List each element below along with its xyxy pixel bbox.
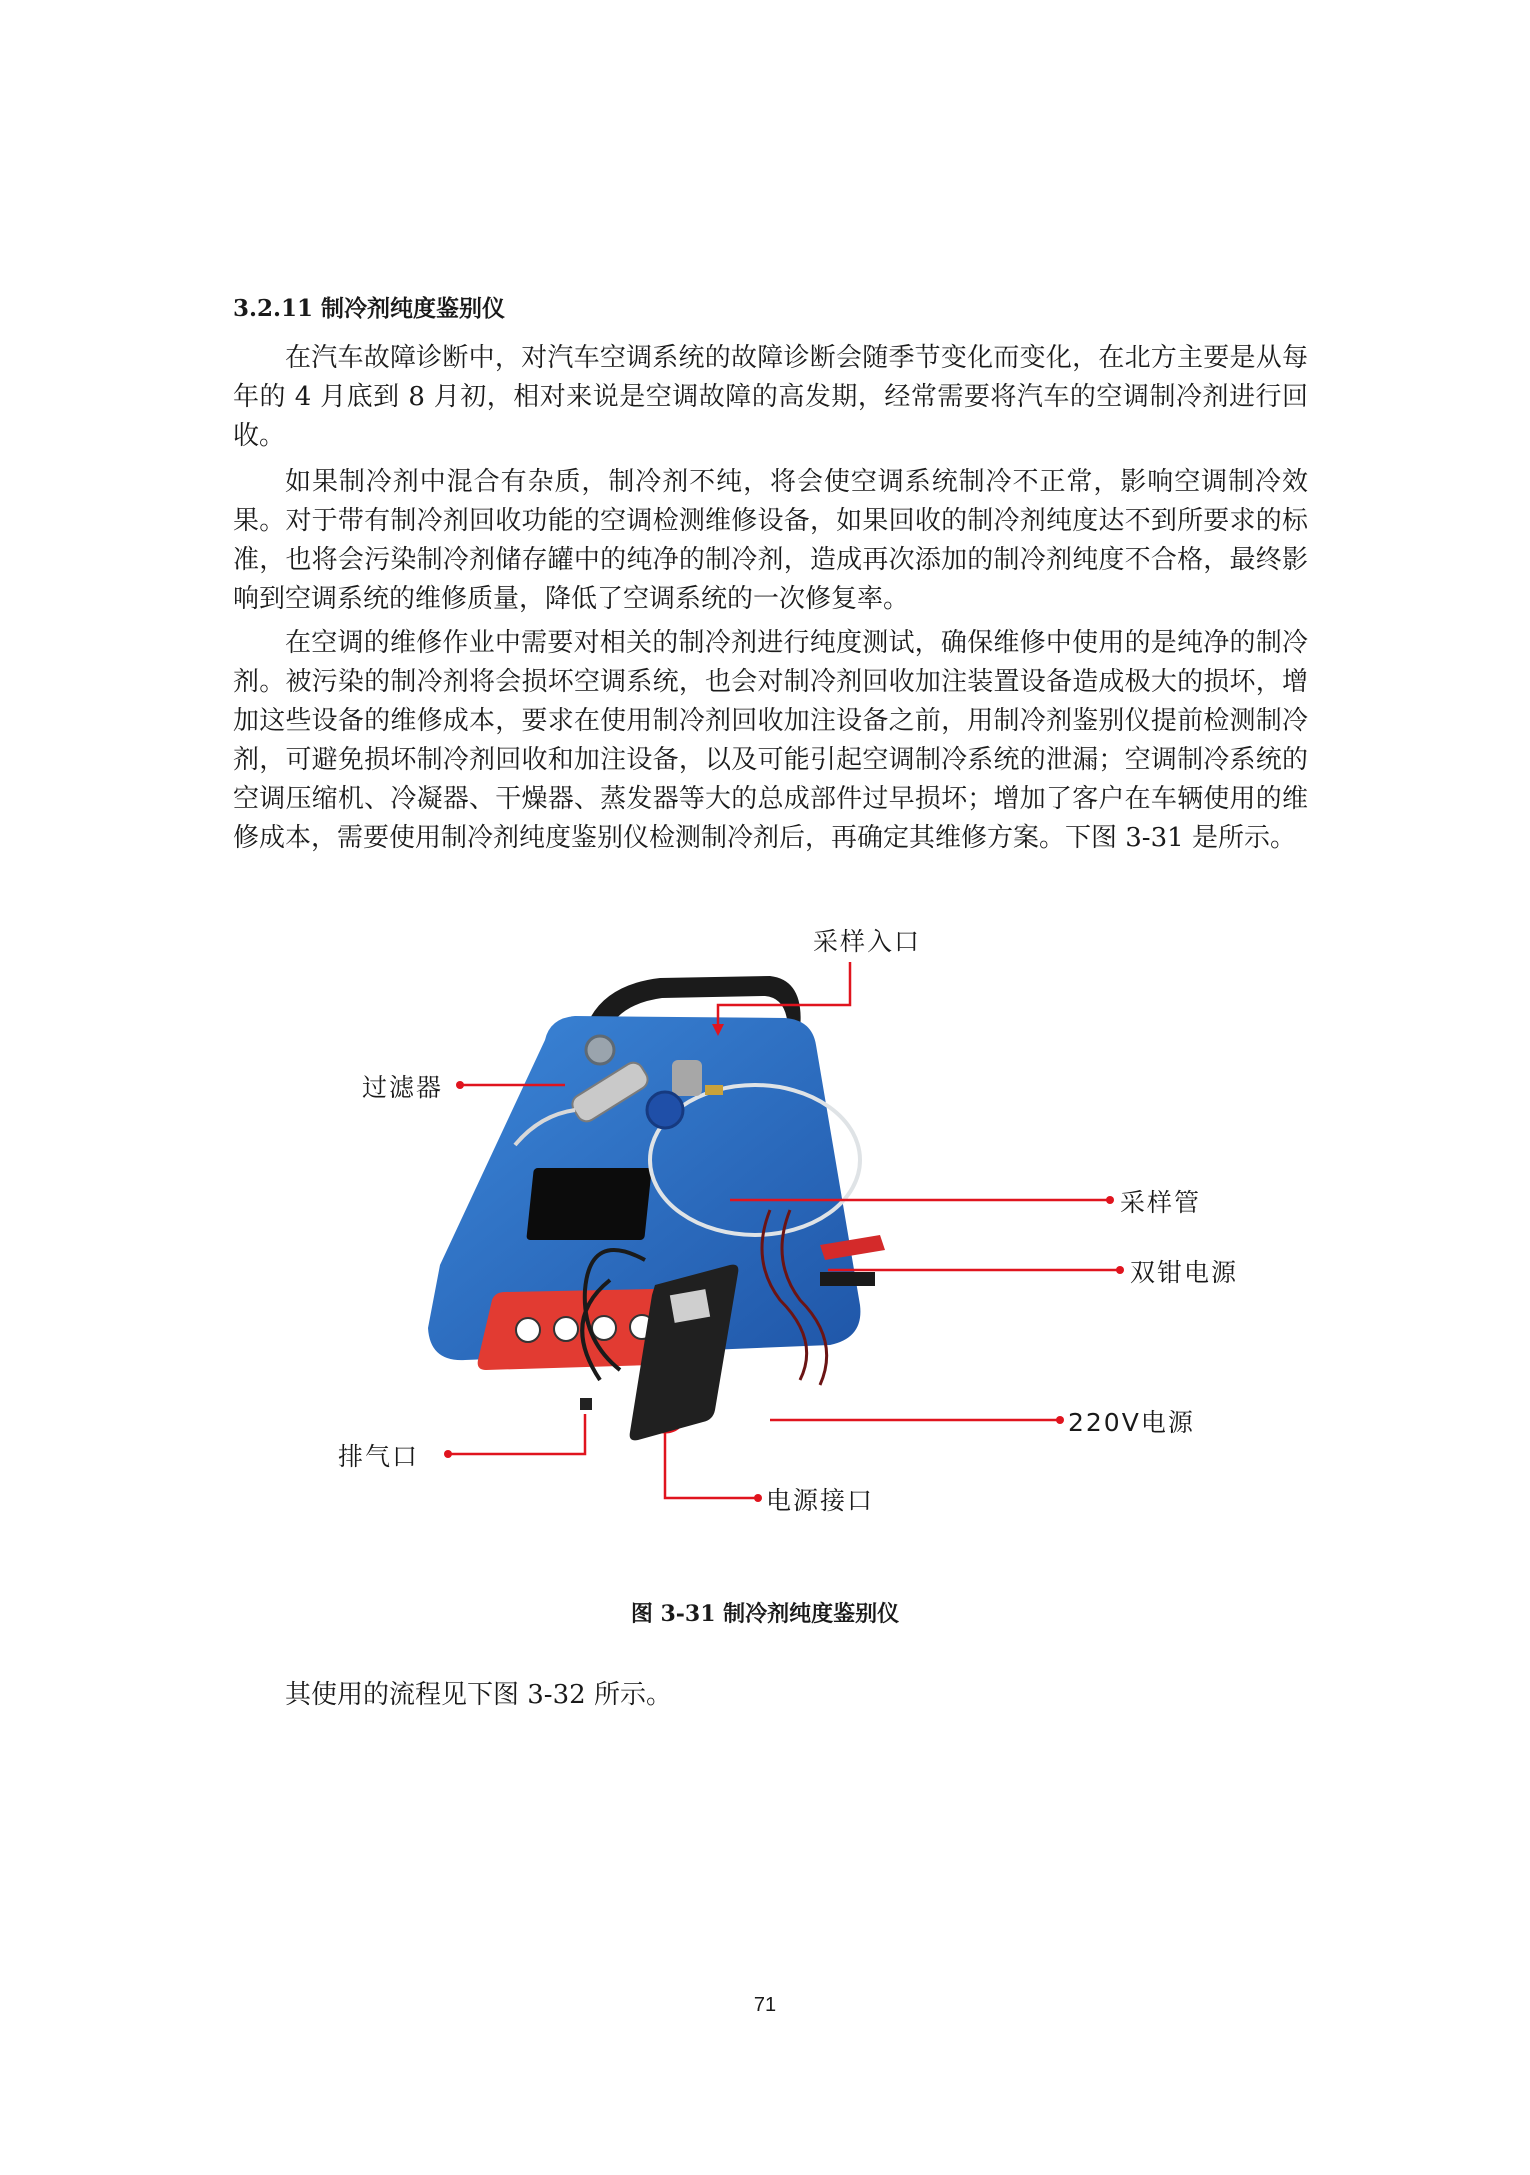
figure-caption: 图 3-31 制冷剂纯度鉴别仪 [630,1601,900,1627]
callout-sampling-inlet: 采样入口 [813,927,922,956]
black-clamp [820,1272,875,1286]
callout-dual-clamp-power: 双钳电源 [1130,1258,1239,1287]
after-figure-text: 其使用的流程见下图 3-32 所示。 [285,1680,672,1710]
callout-filter: 过滤器 [362,1073,444,1102]
valve-knob [647,1092,683,1128]
callout-sampling-tube: 采样管 [1120,1188,1202,1217]
page-number: 71 [753,1994,777,2016]
panel-button-1 [516,1318,540,1342]
valve-body [672,1060,702,1096]
callout-power-port: 电源接口 [766,1486,875,1515]
callout-220v-power: 220V电源 [1068,1408,1195,1437]
paragraph-3: 在空调的维修作业中需要对相关的制冷剂进行纯度测试，确保维修中使用的是纯净的制冷剂。被污染的制冷剂将会损坏空调系统，也会对制冷剂回收加注装置设备造成极大的损坏，增加这些设备的维修成本，要求在使用制冷剂回收加注设备之前，用制冷剂鉴别仪提前检测制冷剂，可避免损坏制冷剂回收和加注设备，以及可能引起空调制冷系统的泄漏；空调制冷系统的空调压缩机、冷凝器、干燥器、蒸发器等大的总成部件过早损坏；增加了客户在车辆使用的维修成本，需要使用制冷剂纯度鉴别仪检测制冷剂后，再确定其维修方案。下图 3-31 是所示。 [233,628,1308,853]
panel-button-2 [554,1317,578,1341]
section-heading: 3.2.11 制冷剂纯度鉴别仪 [233,295,506,322]
refrigerant-identifier-figure [300,900,1320,1540]
panel-button-3 [592,1316,616,1340]
exhaust-port [580,1398,592,1410]
callout-exhaust-port: 排气口 [338,1442,420,1471]
device-photo [300,900,1320,1540]
paragraph-1: 在汽车故障诊断中，对汽车空调系统的故障诊断会随季节变化而变化，在北方主要是从每年的 4 月底到 8 月初，相对来说是空调故障的高发期，经常需要将汽车的空调制冷剂进行回收。 [233,343,1308,451]
brass-fitting [705,1085,723,1095]
device-screen [526,1168,652,1240]
paragraph-2: 如果制冷剂中混合有杂质，制冷剂不纯，将会使空调系统制冷不正常，影响空调制冷效果。对于带有制冷剂回收功能的空调检测维修设备，如果回收的制冷剂纯度达不到所要求的标准，也将会污染制冷剂储存罐中的纯净的制冷剂，造成再次添加的制冷剂纯度不合格，最终影响到空调系统的维修质量，降低了空调系统的一次修复率。 [233,467,1308,614]
inlet-fitting [586,1036,614,1064]
